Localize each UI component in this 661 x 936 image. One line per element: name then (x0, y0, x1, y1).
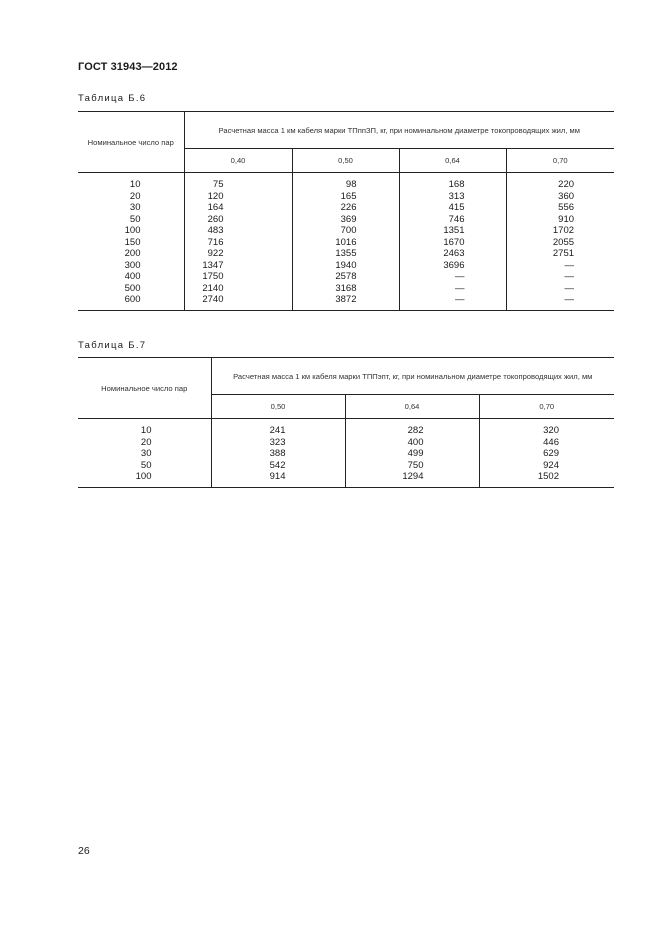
table-cell: — (455, 294, 465, 305)
table-cell: 924 (543, 459, 559, 471)
table-b6-body (78, 173, 614, 311)
mass-column (184, 173, 292, 311)
table-cell: 226 (340, 202, 357, 213)
table-cell: 2578 (335, 271, 357, 282)
table-cell: 3696 (443, 259, 465, 271)
table-cell: 483 (207, 225, 224, 236)
table-cell: 165 (340, 190, 357, 202)
table-cell: 10 (129, 179, 141, 190)
table-b7-body (78, 419, 614, 488)
table-cell: 313 (448, 190, 465, 202)
table-cell: 30 (129, 202, 141, 213)
table-cell: 300 (124, 259, 141, 271)
table-cell: 1670 (443, 236, 465, 248)
pairs-column (78, 419, 211, 488)
table-cell: 20 (140, 436, 152, 448)
table-cell: 369 (340, 213, 357, 225)
table-cell: 98 (345, 179, 357, 190)
table-cell: — (564, 294, 575, 305)
table-cell: 388 (269, 448, 286, 459)
table-cell: 1940 (335, 259, 357, 271)
row-header: Номинальное число пар (78, 112, 184, 173)
table-cell: 150 (124, 236, 141, 248)
column-header: 0,64 (345, 395, 479, 419)
table-cell: 320 (543, 425, 559, 436)
table-cell: 910 (558, 213, 575, 225)
table-b7-caption: Таблица Б.7 (78, 340, 147, 351)
column-header: 0,70 (506, 149, 614, 173)
table-cell: 400 (407, 436, 424, 448)
mass-column (399, 173, 506, 311)
table-cell: 100 (124, 225, 141, 236)
table-cell: 1294 (402, 471, 424, 482)
table-cell: 3872 (335, 294, 357, 305)
table-cell: 1702 (552, 225, 575, 236)
group-header: Расчетная масса 1 км кабеля марки ТППэпт, кг, при номинальном диаметре токопроводящих жил, мм (211, 358, 614, 395)
column-header: 0,40 (184, 149, 292, 173)
table-b6-caption: Таблица Б.6 (78, 93, 147, 104)
table-cell: 241 (269, 425, 286, 436)
table-cell: 120 (207, 190, 224, 202)
table-cell: 50 (129, 213, 141, 225)
table-cell: 629 (543, 448, 559, 459)
table-cell: — (455, 282, 465, 294)
table-cell: — (564, 271, 575, 282)
document-header: ГОСТ 31943—2012 (78, 61, 178, 73)
table-cell: 282 (407, 425, 424, 436)
table-cell: 30 (140, 448, 152, 459)
table-cell: 914 (269, 471, 286, 482)
mass-column (211, 419, 345, 488)
table-b7 (78, 357, 614, 488)
table-cell: 1351 (443, 225, 465, 236)
table-cell: 750 (407, 459, 424, 471)
table-cell: 2055 (552, 236, 575, 248)
table-cell: 600 (124, 294, 141, 305)
table-cell: 20 (129, 190, 141, 202)
table-cell: — (564, 282, 575, 294)
table-row (78, 173, 614, 311)
table-cell: 415 (448, 202, 465, 213)
table-cell: 2740 (202, 294, 224, 305)
table-cell: 2140 (202, 282, 224, 294)
column-header: 0,50 (211, 395, 345, 419)
table-cell: 2751 (552, 248, 575, 259)
table-cell: — (455, 271, 465, 282)
column-header: 0,64 (399, 149, 506, 173)
pairs-column (78, 173, 184, 311)
table-cell: 500 (124, 282, 141, 294)
table-cell: 542 (269, 459, 286, 471)
table-cell: 2463 (443, 248, 465, 259)
table-cell: 1355 (335, 248, 357, 259)
table-cell: 10 (140, 425, 152, 436)
mass-column (292, 173, 399, 311)
table-cell: 3168 (335, 282, 357, 294)
table-cell: 556 (558, 202, 575, 213)
table-cell: 446 (543, 436, 559, 448)
column-header: 0,70 (479, 395, 614, 419)
table-cell: 1750 (202, 271, 224, 282)
table-cell: 168 (448, 179, 465, 190)
table-cell: 260 (207, 213, 224, 225)
table-b6 (78, 111, 614, 311)
table-cell: 50 (140, 459, 152, 471)
column-header: 0,50 (292, 149, 399, 173)
table-cell: 323 (269, 436, 286, 448)
table-cell: 100 (135, 471, 152, 482)
table-cell: 164 (207, 202, 224, 213)
mass-column (479, 419, 614, 488)
group-header: Расчетная масса 1 км кабеля марки ТПппЗП, кг, при номинальном диаметре токопроводящих жил, мм (184, 112, 614, 149)
table-cell: 746 (448, 213, 465, 225)
table-cell: 1347 (202, 259, 224, 271)
table-cell: 200 (124, 248, 141, 259)
table-cell: 75 (212, 179, 224, 190)
mass-column (506, 173, 614, 311)
table-cell: 220 (558, 179, 575, 190)
table-cell: — (564, 259, 575, 271)
table-cell: 400 (124, 271, 141, 282)
table-cell: 716 (207, 236, 224, 248)
table-cell: 1502 (537, 471, 559, 482)
page-number: 26 (78, 845, 90, 857)
table-cell: 700 (340, 225, 357, 236)
table-cell: 922 (207, 248, 224, 259)
table-row (78, 419, 614, 488)
mass-column (345, 419, 479, 488)
row-header: Номинальное число пар (78, 358, 211, 419)
table-cell: 360 (558, 190, 575, 202)
table-cell: 499 (407, 448, 424, 459)
table-cell: 1016 (335, 236, 357, 248)
